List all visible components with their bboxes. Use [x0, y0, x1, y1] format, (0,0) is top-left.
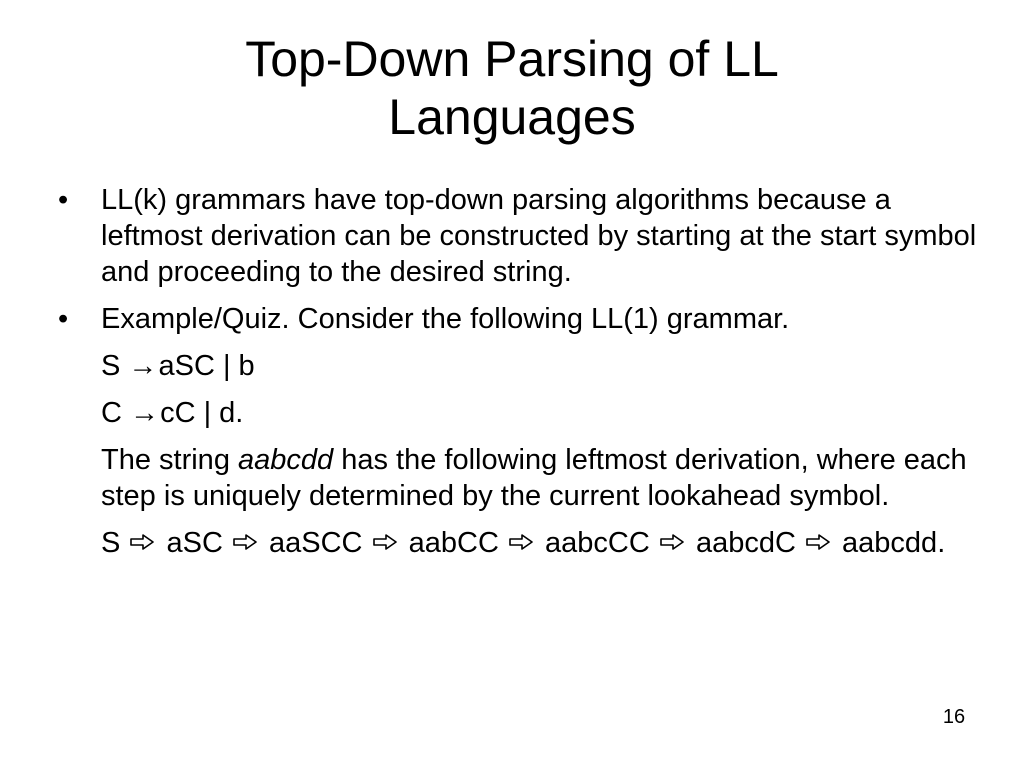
right-arrow-icon: →: [128, 350, 158, 382]
grammar-rule-s: [58, 348, 988, 384]
double-right-arrow-icon: [509, 534, 535, 550]
bullet-dot: •: [58, 303, 69, 335]
bullet-item: [58, 182, 988, 290]
rule-rhs: aSC | b: [158, 350, 255, 382]
bullet-text: LL(k) grammars have top-down parsing algorithms because a leftmost derivation can be constructed by starting at the start symbol and proceeding to the desired string.: [101, 184, 977, 288]
rule-rhs: cC | d.: [160, 397, 244, 429]
double-right-arrow-icon: [806, 534, 832, 550]
derivation-step: aabCC: [408, 527, 499, 559]
bullet-text: Example/Quiz. Consider the following LL(1) grammar.: [101, 303, 790, 335]
derivation-step: aSC: [166, 527, 223, 559]
title-line-1: Top-Down Parsing of LL: [245, 31, 779, 87]
derivation-sequence: [58, 525, 988, 561]
double-right-arrow-icon: [660, 534, 686, 550]
grammar-rule-c: [58, 395, 988, 431]
explanation-prefix: The string: [101, 444, 238, 476]
slide-title: [0, 30, 1024, 146]
double-right-arrow-icon: [233, 534, 259, 550]
bullet-dot: •: [58, 184, 69, 216]
example-string: aabcdd: [238, 444, 334, 476]
double-right-arrow-icon: [130, 534, 156, 550]
derivation-step: aaSCC: [269, 527, 363, 559]
bullet-item: [58, 301, 988, 337]
page-number: 16: [942, 706, 966, 728]
rule-lhs: S: [101, 350, 121, 382]
derivation-step: aabcdd.: [842, 527, 946, 559]
slide-body: [58, 182, 988, 572]
derivation-step: aabcCC: [545, 527, 650, 559]
derivation-step: S: [101, 527, 121, 559]
title-line-2: Languages: [388, 89, 636, 145]
double-right-arrow-icon: [373, 534, 399, 550]
right-arrow-icon: →: [130, 397, 160, 429]
rule-lhs: C: [101, 397, 122, 429]
explanation-suffix: has the following leftmost derivation, where each step is uniquely determined by the current lookahead symbol.: [101, 444, 967, 512]
derivation-step: aabcdC: [695, 527, 796, 559]
explanation-paragraph: [58, 442, 988, 514]
